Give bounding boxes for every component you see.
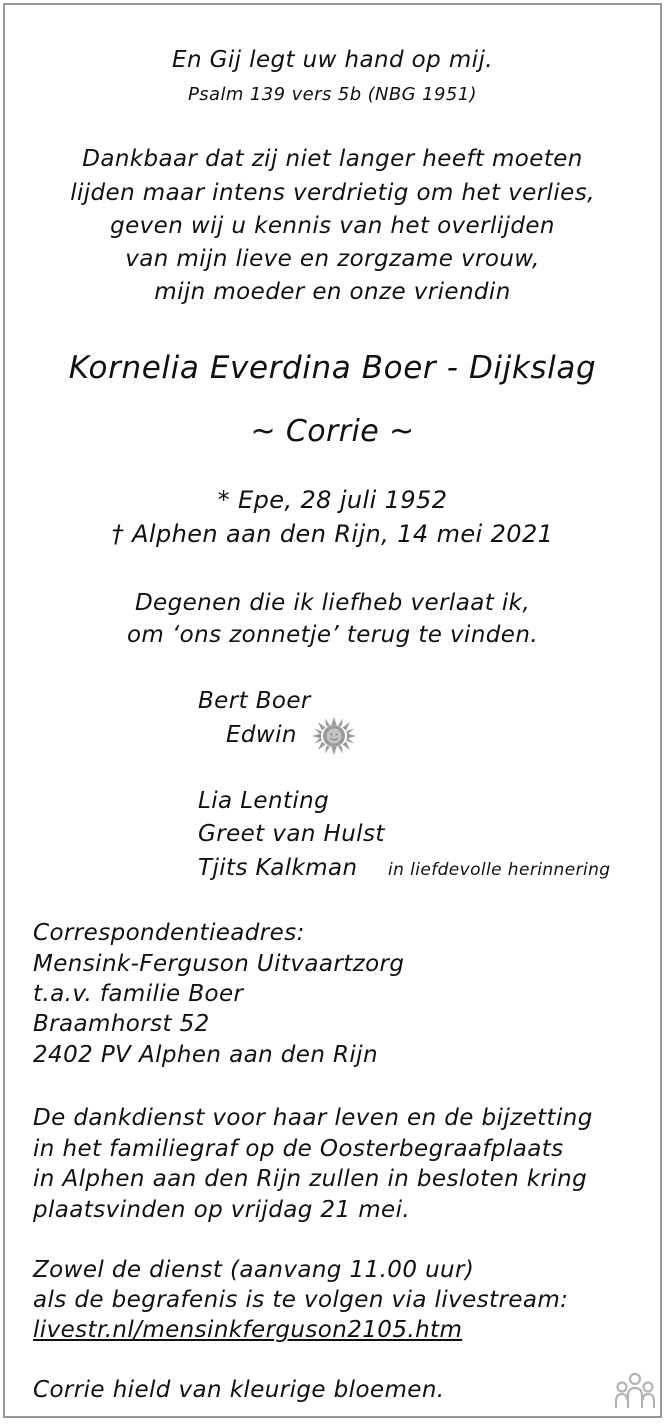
family-husband: Bert Boer (198, 688, 311, 714)
intro-line: mijn moeder en onze vriendin (154, 279, 511, 305)
livestream-line: als de begrafenis is te volgen via livestream: (33, 1287, 569, 1313)
service-line: in het familiegraf op de Oosterbegraafplaats (33, 1136, 564, 1162)
death-date: † Alphen aan den Rijn, 14 mei 2021 (111, 520, 554, 548)
quote-line: om ‘ons zonnetje’ terug te vinden. (126, 622, 539, 648)
livestream-line: Zowel de dienst (aanvang 11.00 uur) (33, 1257, 475, 1283)
family-friend: Tjits Kalkman (198, 855, 358, 881)
deceased-nickname: ~ Corrie ~ (250, 414, 415, 449)
livestream-link[interactable]: livestr.nl/mensinkferguson2105.htm (33, 1317, 463, 1343)
family-child: Edwin (226, 722, 297, 748)
correspondence-line: Correspondentieadres: (33, 920, 305, 946)
birth-date: * Epe, 28 juli 1952 (217, 486, 448, 514)
deceased-full-name: Kornelia Everdina Boer - Dijkslag (68, 350, 597, 386)
sun-emblem-icon (306, 716, 362, 756)
family-friend: Lia Lenting (198, 788, 330, 814)
service-line: De dankdienst voor haar leven en de bijzetting (33, 1105, 593, 1131)
correspondence-line: Mensink-Ferguson Uitvaartzorg (33, 951, 405, 977)
correspondence-line: t.a.v. familie Boer (33, 981, 244, 1007)
correspondence-line: 2402 PV Alphen aan den Rijn (33, 1042, 378, 1068)
intro-line: geven wij u kennis van het overlijden (110, 213, 555, 239)
family-people-logo-icon (614, 1372, 656, 1410)
quote-line: Degenen die ik liefheb verlaat ik, (134, 590, 531, 616)
closing-line: Corrie hield van kleurige bloemen. (33, 1377, 445, 1403)
correspondence-line: Braamhorst 52 (33, 1011, 210, 1037)
service-line: in Alphen aan den Rijn zullen in besloten kring (33, 1166, 588, 1192)
intro-line: Dankbaar dat zij niet langer heeft moeten (82, 146, 583, 172)
service-line: plaatsvinden op vrijdag 21 mei. (33, 1197, 411, 1223)
verse-line: En Gij legt uw hand op mij. (172, 47, 493, 73)
intro-line: lijden maar intens verdrietig om het verlies, (70, 180, 595, 206)
memory-note: in liefdevolle herinnering (388, 860, 611, 880)
verse-reference: Psalm 139 vers 5b (NBG 1951) (188, 84, 477, 105)
family-friend: Greet van Hulst (198, 821, 385, 847)
intro-line: van mijn lieve en zorgzame vrouw, (125, 246, 540, 272)
